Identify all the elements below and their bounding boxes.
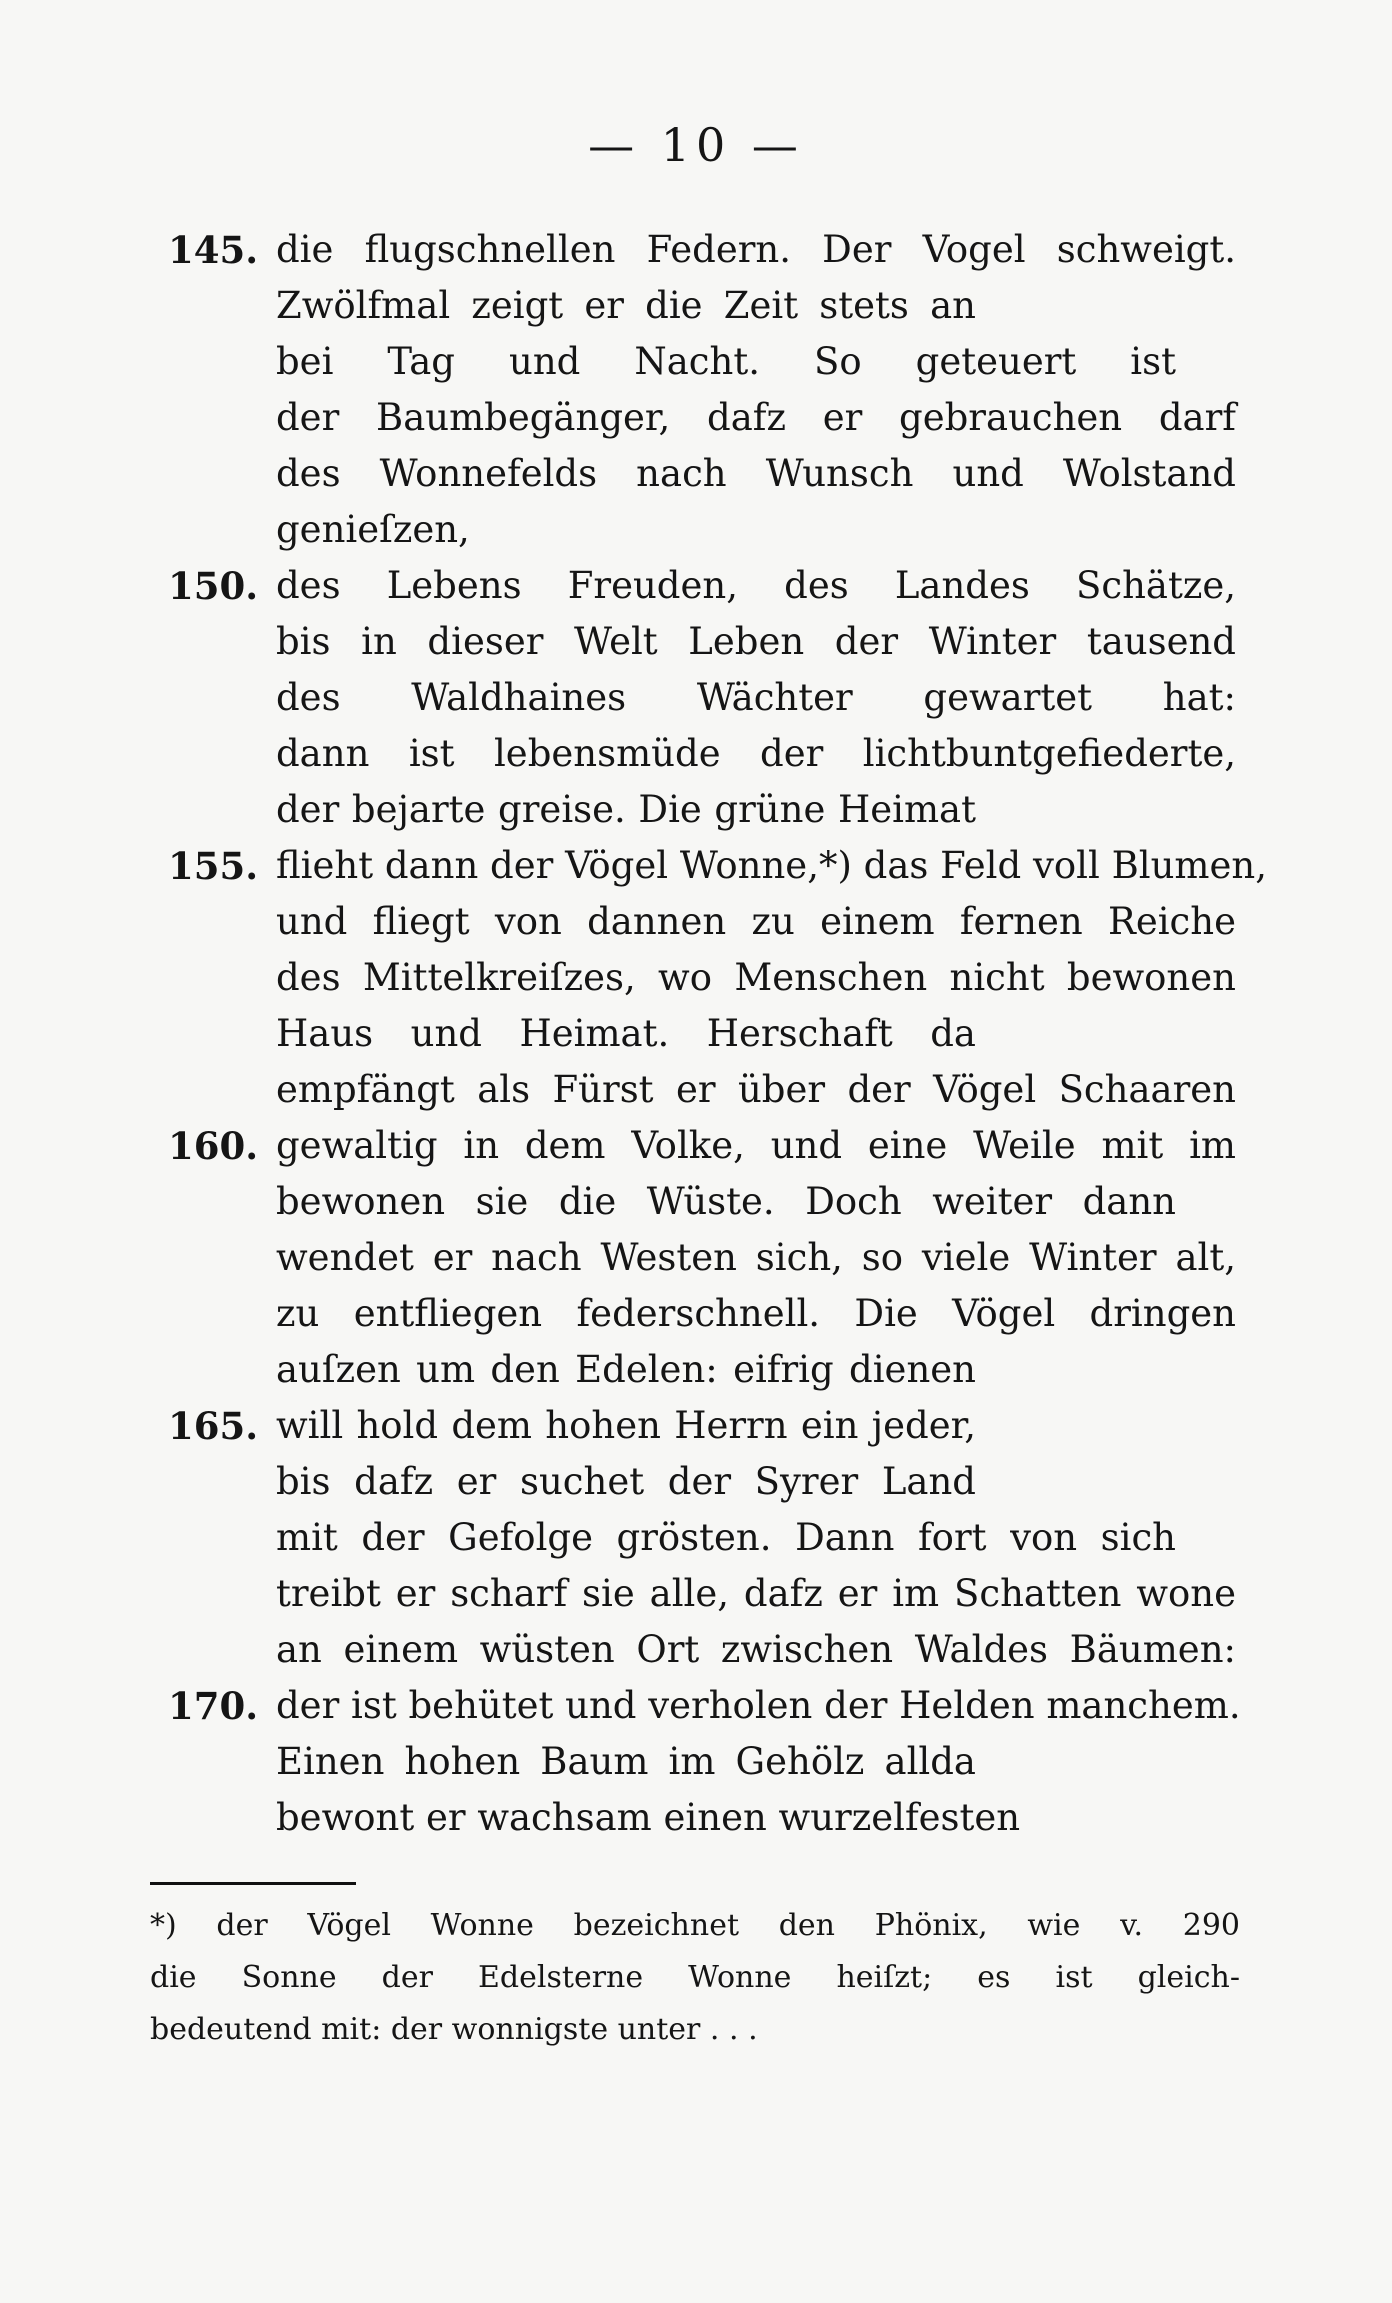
verse-text: mit der Gefolge grösten. Dann fort von sich (276, 1516, 1176, 1559)
verse-text: will hold dem hohen Herrn ein jeder, (276, 1404, 976, 1447)
verse-line (0, 1230, 1392, 1286)
verse-line (0, 1622, 1392, 1678)
verse-line (0, 1174, 1392, 1230)
footnote-line: *) der Vögel Wonne bezeichnet den Phönix, wie v. 290 (150, 1908, 1240, 1943)
verse-line (0, 1734, 1392, 1790)
footnote-line: die Sonne der Edelsterne Wonne heiſzt; es ist gleich- (150, 1960, 1240, 1995)
verse-line (0, 334, 1392, 390)
verse-text: wendet er nach Westen sich, so viele Winter alt, (276, 1236, 1236, 1279)
verse-text: flieht dann der Vögel Wonne,*) das Feld voll Blumen, (276, 844, 1267, 887)
verse-text: bis in dieser Welt Leben der Winter tausend (276, 620, 1236, 663)
verse-text: dann ist lebensmüde der lichtbuntgefiederte, (276, 732, 1236, 775)
verse-number: 165. (168, 1404, 259, 1448)
verse-text: gewaltig in dem Volke, und eine Weile mit im (276, 1124, 1236, 1167)
verse-line (0, 614, 1392, 670)
verse-text: bewonen sie die Wüste. Doch weiter dann (276, 1180, 1176, 1223)
verse-line (0, 1062, 1392, 1118)
verse-text: zu entfliegen federschnell. Die Vögel dringen (276, 1292, 1236, 1335)
verse-line (0, 558, 1392, 614)
verse-text: die flugschnellen Federn. Der Vogel schweigt. (276, 228, 1236, 271)
verse-number: 170. (168, 1684, 259, 1728)
verse-line (0, 222, 1392, 278)
verse-text: auſzen um den Edelen: eifrig dienen (276, 1348, 976, 1391)
footnote-line: bedeutend mit: der wonnigste unter . . . (150, 2012, 758, 2047)
verse-line (0, 1342, 1392, 1398)
verse-line (0, 782, 1392, 838)
verse-text: bewont er wachsam einen wurzelfesten (276, 1796, 1021, 1839)
verse-line (0, 950, 1392, 1006)
verse-number: 150. (168, 564, 259, 608)
verse-line (0, 1286, 1392, 1342)
verse-line (0, 1006, 1392, 1062)
footnote (150, 1900, 1240, 2056)
verse-line (0, 1510, 1392, 1566)
verse-text: der ist behütet und verholen der Helden manchem. (276, 1684, 1241, 1727)
verse-text: und fliegt von dannen zu einem fernen Reiche (276, 900, 1236, 943)
verse-text: genieſzen, (276, 508, 470, 551)
verse-line (0, 1118, 1392, 1174)
verse-line (0, 1566, 1392, 1622)
verse-text: der bejarte greise. Die grüne Heimat (276, 788, 976, 831)
verse-line (0, 278, 1392, 334)
verse-text: Einen hohen Baum im Gehölz allda (276, 1740, 976, 1783)
verse-text: Zwölfmal zeigt er die Zeit stets an (276, 284, 976, 327)
verse-text: bis dafz er suchet der Syrer Land (276, 1460, 976, 1503)
verse-text: des Mittelkreiſzes, wo Menschen nicht bewonen (276, 956, 1236, 999)
verse-line (0, 1678, 1392, 1734)
verse-text: Haus und Heimat. Herschaft da (276, 1012, 976, 1055)
verse-text: an einem wüsten Ort zwischen Waldes Bäumen: (276, 1628, 1236, 1671)
verse-line (0, 502, 1392, 558)
verse-number: 160. (168, 1124, 259, 1168)
verse-text: des Lebens Freuden, des Landes Schätze, (276, 564, 1236, 607)
verse-line (0, 1454, 1392, 1510)
verse-line (0, 1398, 1392, 1454)
verse-text: empfängt als Fürst er über der Vögel Schaaren (276, 1068, 1236, 1111)
verse-line (0, 1790, 1392, 1846)
page-number: — 10 — (588, 118, 804, 172)
footnote-divider (150, 1882, 356, 1885)
verse-line (0, 838, 1392, 894)
verse-line (0, 446, 1392, 502)
verse-line (0, 726, 1392, 782)
verse-text: der Baumbegänger, dafz er gebrauchen darf (276, 396, 1236, 439)
verse-text: des Wonnefelds nach Wunsch und Wolstand (276, 452, 1236, 495)
verse-line (0, 670, 1392, 726)
verse-text: treibt er scharf sie alle, dafz er im Schatten wone (276, 1572, 1236, 1615)
verse-line (0, 390, 1392, 446)
verse-text: des Waldhaines Wächter gewartet hat: (276, 676, 1236, 719)
verse-number: 155. (168, 844, 259, 888)
verse-line (0, 894, 1392, 950)
verse-text: bei Tag und Nacht. So geteuert ist (276, 340, 1176, 383)
verse-number: 145. (168, 228, 259, 272)
